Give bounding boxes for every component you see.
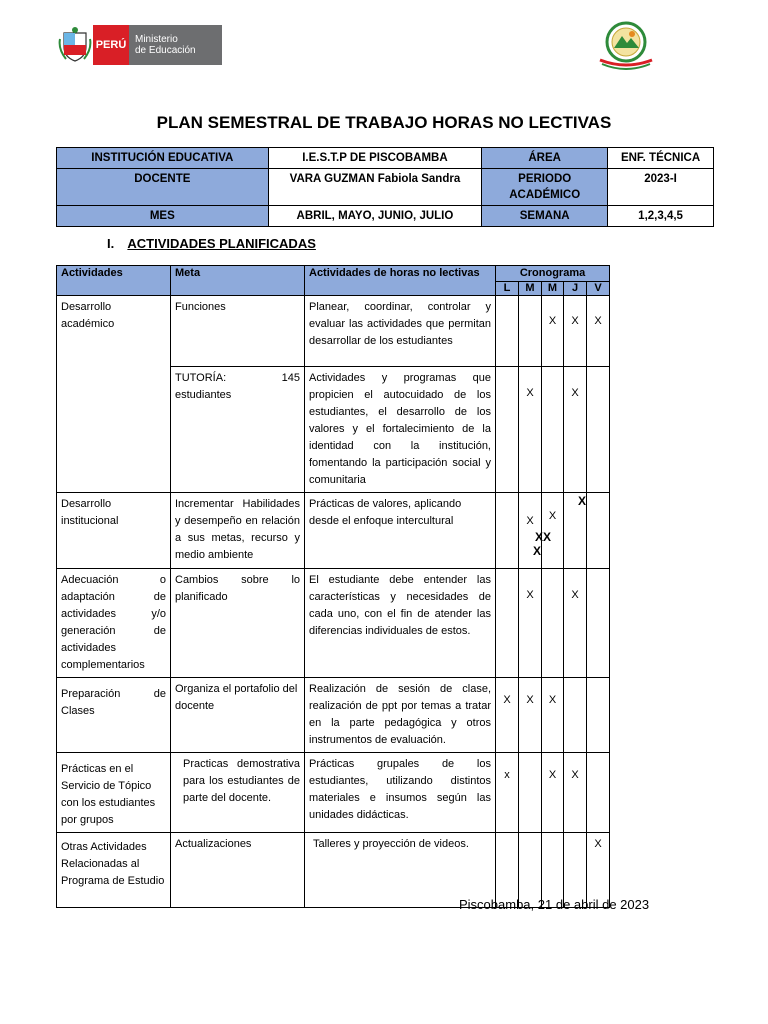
horas-cell: Realización de sesión de clase, realización de ppt por temas a tratar en la parte pedagógica y otros instrumentos de evaluación.: [305, 678, 496, 753]
ministry-logo-label: [129, 25, 222, 65]
mark-m1-value: X: [526, 515, 534, 527]
actividad-cell: Preparación de Clases: [57, 678, 171, 753]
mark-m2: X: [542, 296, 564, 367]
periodo-label: PERIODO ACADÉMICO: [482, 169, 608, 206]
actividad-cell: Otras Actividades Relacionadas al Programa de Estudio: [57, 833, 171, 908]
header-day-j: J: [564, 282, 587, 296]
area-value: ENF. TÉCNICA: [608, 148, 714, 169]
mark-v: X: [587, 296, 610, 367]
mark-v: [587, 493, 610, 569]
actividad-cell: Adecuación o adaptación de actividades y/o generación de actividades complementarios: [57, 569, 171, 678]
table-row: [57, 678, 610, 753]
horas-cell: El estudiante debe entender las características y necesidades de cada uno, con el fin de atender las diferencias individuales de estos.: [305, 569, 496, 678]
table-row: [57, 569, 610, 678]
header-day-m2: M: [542, 282, 564, 296]
mark-m2: X: [542, 678, 564, 753]
mark-m1: [519, 296, 542, 367]
periodo-value: 2023-I: [608, 169, 714, 206]
actividad-cell: Desarrollo académico: [57, 296, 171, 493]
mark-j: X: [564, 753, 587, 833]
mark-j: X: [564, 569, 587, 678]
table-row: [57, 753, 610, 833]
mark-v: [587, 678, 610, 753]
mark-l: [496, 493, 519, 569]
section-number: I.: [107, 236, 115, 251]
mark-v: X: [587, 833, 610, 908]
mark-l: X: [496, 678, 519, 753]
mark-l: [496, 569, 519, 678]
page-title: PLAN SEMESTRAL DE TRABAJO HORAS NO LECTIVAS: [156, 113, 612, 132]
header-day-l: L: [496, 282, 519, 296]
mark-j: [564, 678, 587, 753]
semana-value: 1,2,3,4,5: [608, 206, 714, 227]
peru-logo-label: PERÚ: [93, 25, 129, 65]
meta-cell: Incrementar Habilidades y desempeño en relación a sus metas, recurso y medio ambiente: [171, 493, 305, 569]
docente-label: DOCENTE: [57, 169, 269, 206]
mark-l: [496, 296, 519, 367]
mark-j: X: [564, 296, 587, 367]
mark-m1: X: [519, 678, 542, 753]
table-row: [57, 296, 610, 367]
school-emblem-icon: [594, 18, 658, 72]
section-title: ACTIVIDADES PLANIFICADAS: [127, 236, 316, 251]
meta-cell: TUTORÍA: 145 estudiantes: [171, 367, 305, 493]
docente-value: VARA GUZMAN Fabiola Sandra: [268, 169, 482, 206]
horas-cell: Prácticas grupales de los estudiantes, utilizando distintos materiales e insumos según las unidades didácticas.: [305, 753, 496, 833]
actividad-cell: Prácticas en el Servicio de Tópico con los estudiantes por grupos: [57, 753, 171, 833]
meta-cell: Funciones: [171, 296, 305, 367]
mark-m2: [542, 367, 564, 493]
mark-extra-x: X: [533, 544, 542, 558]
mark-v: [587, 367, 610, 493]
table-row: [57, 493, 610, 569]
horas-cell: Prácticas de valores, aplicando desde el enfoque intercultural: [305, 493, 496, 569]
horas-cell: Planear, coordinar, controlar y evaluar las actividades que permitan desarrollar de los estudiantes: [305, 296, 496, 367]
horas-cell: Actividades y programas que propicien el autocuidado de los estudiantes, el desarrollo de los valores y el fortalecimiento de la identidad con la institución, fomentando la participación social y comunitaria: [305, 367, 496, 493]
horas-cell: Talleres y proyección de videos.: [305, 833, 496, 908]
info-table: [56, 147, 714, 227]
mark-m1: X: [519, 367, 542, 493]
mark-l: x: [496, 753, 519, 833]
header-cronograma: Cronograma: [496, 266, 610, 282]
mark-m2: X: [542, 493, 564, 569]
semana-label: SEMANA: [482, 206, 608, 227]
ministry-line-1: Ministerio: [135, 34, 178, 45]
institucion-label: INSTITUCIÓN EDUCATIVA: [57, 148, 269, 169]
mark-m2: [542, 569, 564, 678]
area-label: ÁREA: [482, 148, 608, 169]
mark-m1: [519, 493, 552, 569]
mark-extra-xx: XX: [535, 530, 552, 544]
meta-cell: Actualizaciones: [171, 833, 305, 908]
mark-j: X: [564, 493, 587, 569]
header-day-m1: M: [519, 282, 542, 296]
institucion-value: I.E.S.T.P DE PISCOBAMBA: [268, 148, 482, 169]
mes-label: MES: [57, 206, 269, 227]
mes-value: ABRIL, MAYO, JUNIO, JULIO: [268, 206, 482, 227]
header-horas: Actividades de horas no lectivas: [305, 266, 496, 296]
peru-coat-of-arms-icon: [58, 25, 92, 65]
activities-table: [56, 265, 610, 908]
header-meta: Meta: [171, 266, 305, 296]
meta-cell: Practicas demostrativa para los estudiantes de parte del docente.: [171, 753, 305, 833]
mark-m2: X: [542, 753, 564, 833]
place-date: Piscobamba, 21 de abril de 2023: [459, 897, 650, 912]
mark-j: X: [564, 367, 587, 493]
mark-l: [496, 367, 519, 493]
ministry-line-2: de Educación: [135, 45, 196, 56]
actividad-cell: Desarrollo institucional: [57, 493, 171, 569]
header-day-v: V: [587, 282, 610, 296]
section-heading: [107, 236, 316, 251]
mark-v: [587, 569, 610, 678]
meta-cell: Cambios sobre lo planificado: [171, 569, 305, 678]
mark-v: [587, 753, 610, 833]
mark-m1: [519, 753, 542, 833]
header-actividades: Actividades: [57, 266, 171, 296]
meta-cell: Organiza el portafolio del docente: [171, 678, 305, 753]
mark-m1: X: [519, 569, 542, 678]
